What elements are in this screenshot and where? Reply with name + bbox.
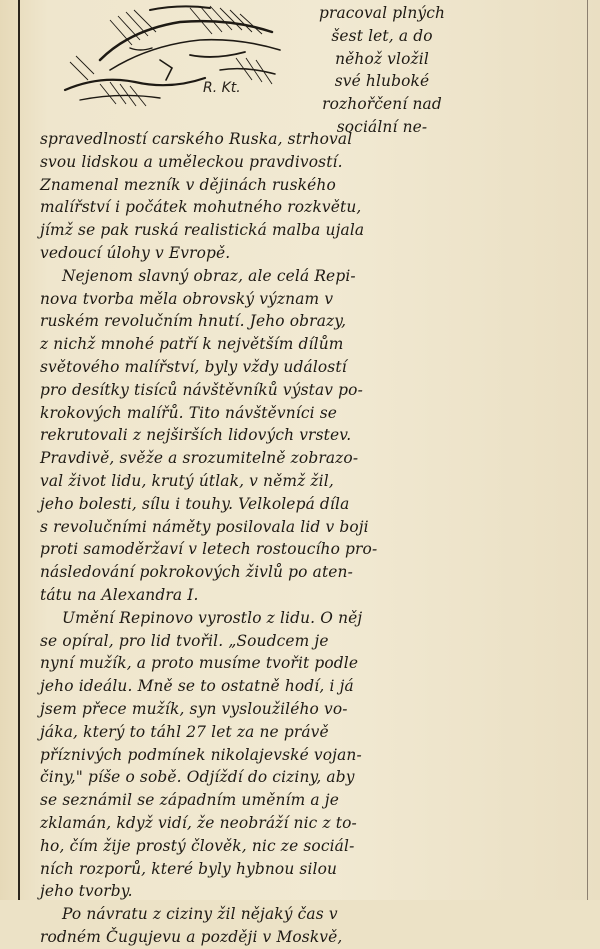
text-line: vedoucí úlohy v Evropě.: [40, 243, 231, 262]
text-line: jeho tvorby.: [40, 882, 133, 901]
left-column-rule: [18, 0, 20, 900]
text-line: činy," píše o sobě. Odjíždí do ciziny, aby: [40, 768, 355, 787]
text-line: krokových malířů. Tito návštěvníci se: [40, 403, 338, 422]
text-line: jáka, který to táhl 27 let za ne právě: [40, 722, 329, 741]
article-body: [40, 128, 460, 949]
text-line: jímž se pak ruská realistická malba ujala: [40, 221, 365, 240]
text-line: z nichž mnohé patří k největším dílům: [40, 335, 344, 354]
text-line: příznivých podmínek nikolajevské vojan-: [40, 745, 362, 764]
text-line: sociální ne-: [336, 117, 428, 136]
text-line: spravedlností carského Ruska, strhoval: [40, 130, 353, 148]
text-line: jeho ideálu. Mně se to ostatně hodí, i já: [40, 677, 354, 696]
text-line: šest let, a do: [331, 26, 433, 45]
right-edge-rule: [587, 0, 588, 900]
illustrator-signature: R. Kt.: [203, 80, 241, 96]
text-line: svou lidskou a uměleckou pravdivostí.: [40, 152, 343, 171]
text-line: nova tvorba měla obrovský význam v: [40, 289, 334, 308]
text-line: následování pokrokových živlů po aten-: [40, 563, 353, 582]
paragraph: [40, 265, 460, 607]
text-line: světového malířství, byly vždy událostí: [40, 357, 347, 376]
text-line: se opíral, pro lid tvořil. „Soudcem je: [40, 631, 329, 650]
text-line: proti samoděržaví v letech rostoucího pro-: [40, 540, 378, 559]
text-line: nyní mužík, a proto musíme tvořit podle: [40, 654, 359, 673]
text-line: jeho bolesti, sílu i touhy. Velkolepá díla: [40, 494, 350, 513]
text-line: rozhořčení nad: [322, 95, 442, 114]
text-line: své hluboké: [334, 72, 430, 91]
text-line: ho, čím žije prostý člověk, nic ze sociál-: [40, 836, 355, 855]
text-line: zklamán, když vidí, že neobráží nic z to-: [40, 813, 357, 832]
text-line: Pravdivě, svěže a srozumitelně zobrazo-: [40, 449, 359, 468]
paragraph: [40, 128, 460, 265]
text-line: Po návratu z ciziny žil nějaký čas v: [62, 905, 338, 924]
text-line: něhož vložil: [335, 49, 429, 68]
text-line: pracoval plných: [318, 4, 446, 22]
text-line: rodném Čugujevu a později v Moskvě,: [40, 927, 343, 946]
text-line: jsem přece mužík, syn vysloužilého vo-: [40, 699, 348, 718]
text-line: pro desítky tisíců návštěvníků výstav po-: [40, 380, 363, 399]
text-line: val život lidu, krutý útlak, v němž žil,: [40, 471, 334, 490]
paragraph: [40, 607, 460, 903]
text-beside-portrait: [302, 2, 462, 139]
text-line: ních rozporů, které byly hybnou silou: [40, 859, 338, 878]
text-line: se seznámil se západním uměním a je: [40, 791, 339, 810]
text-line: Umění Repinovo vyrostlo z lidu. O něj: [62, 608, 363, 627]
text-line: Znamenal mezník v dějinách ruského: [40, 175, 336, 194]
text-line: ruském revolučním hnutí. Jeho obrazy,: [40, 312, 347, 331]
text-line: tátu na Alexandra I.: [40, 585, 199, 604]
text-line: rekrutovali z nejširších lidových vrstev.: [40, 426, 352, 445]
paragraph: [40, 903, 460, 949]
text-line: s revolučními náměty posilovala lid v boji: [40, 517, 369, 536]
text-line: Nejenom slavný obraz, ale celá Repi-: [62, 266, 356, 285]
portrait-illustration: [40, 0, 290, 112]
text-line: malířství i počátek mohutného rozkvětu,: [40, 198, 362, 217]
